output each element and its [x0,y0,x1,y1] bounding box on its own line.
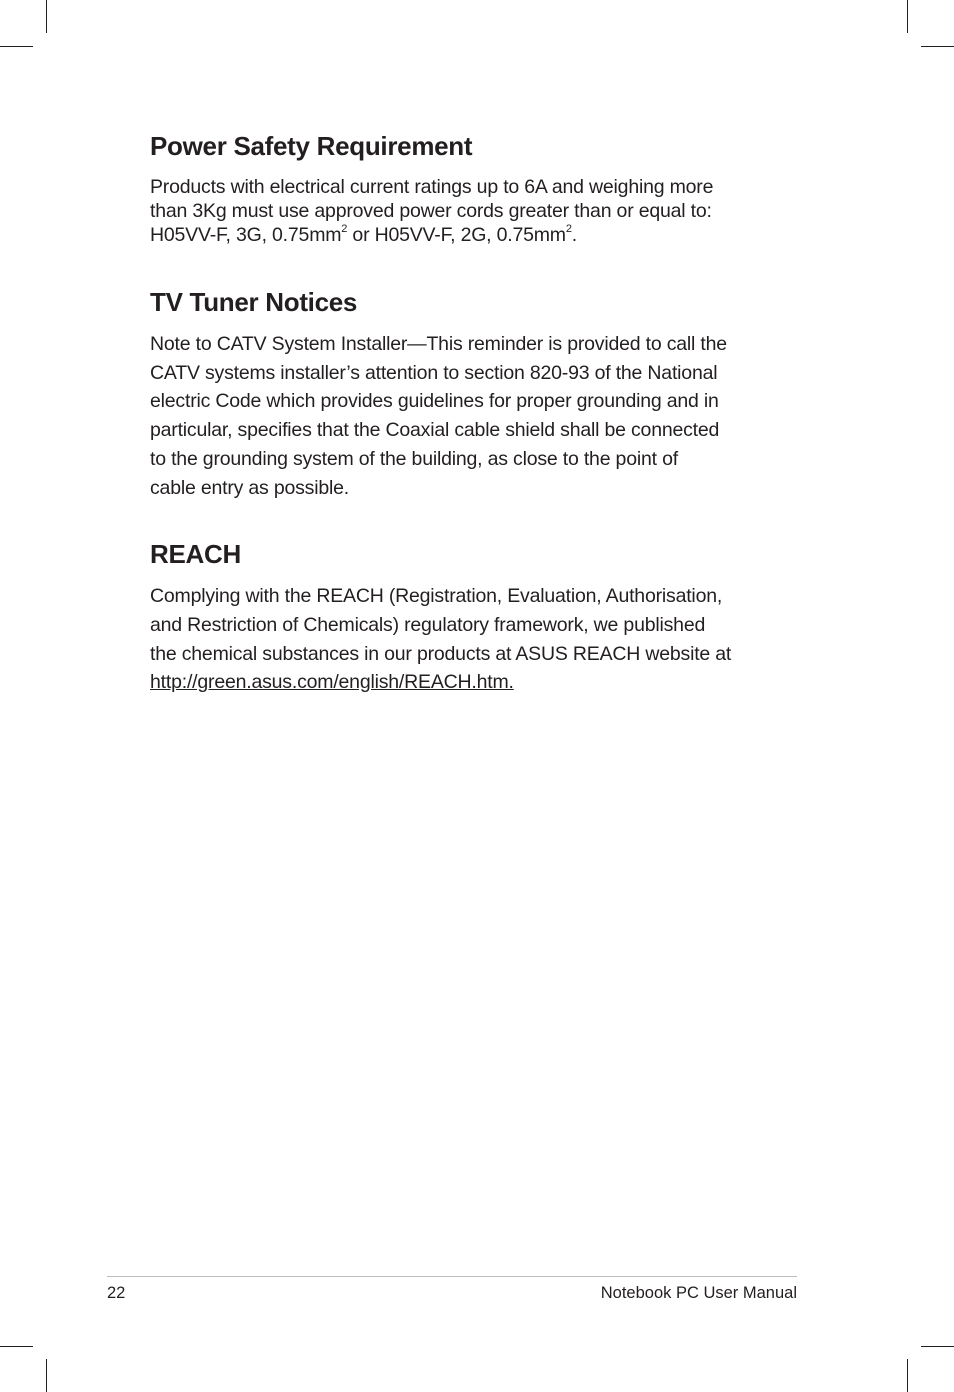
crop-mark [921,46,954,47]
power-safety-paragraph [150,175,800,247]
crop-mark [46,0,47,33]
paragraph-line: Note to CATV System Installer—This reminder is provided to call the [150,333,727,355]
paragraph-line: than 3Kg must use approved power cords greater than or equal to: [150,200,712,222]
paragraph-line: H05VV-F, 3G, 0.75mm [150,224,342,246]
page-number: 22 [107,1284,126,1302]
paragraph-line: cable entry as possible. [150,476,349,499]
crop-mark [907,1359,908,1392]
paragraph-line: Products with electrical current ratings up to 6A and weighing more [150,176,714,198]
superscript: 2 [565,223,572,235]
crop-mark [46,1359,47,1392]
section-heading: REACH [150,539,241,570]
crop-mark [0,1346,33,1347]
paragraph-line: particular, specifies that the Coaxial cable shield shall be connected [150,419,720,442]
crop-mark [921,1346,954,1347]
paragraph-line: and Restriction of Chemicals) regulatory framework, we published [150,613,706,636]
paragraph-line: electric Code which provides guidelines for proper grounding and in [150,390,719,413]
reach-website-link[interactable]: http://green.asus.com/english/REACH.htm. [150,671,514,694]
paragraph-line: to the grounding system of the building, as close to the point of [150,447,678,470]
footer-divider [107,1276,797,1277]
page-content [150,128,800,697]
tv-tuner-paragraph [150,330,800,502]
section-heading: Power Safety Requirement [150,131,473,161]
paragraph-line: . [571,224,577,246]
reach-paragraph [150,582,800,697]
paragraph-line: the chemical substances in our products at ASUS REACH website at [150,642,732,665]
footer-title: Notebook PC User Manual [600,1284,797,1302]
superscript: 2 [341,223,348,235]
paragraph-line: CATV systems installer’s attention to section 820-93 of the National [150,361,718,384]
crop-mark [907,0,908,33]
tv-tuner-section [150,284,800,502]
paragraph-line: or H05VV-F, 2G, 0.75mm [347,224,566,246]
section-heading: TV Tuner Notices [150,287,358,317]
reach-section [150,536,800,697]
power-safety-section [150,128,800,247]
paragraph-line: Complying with the REACH (Registration, Evaluation, Authorisation, [150,585,723,608]
crop-mark [0,46,33,47]
